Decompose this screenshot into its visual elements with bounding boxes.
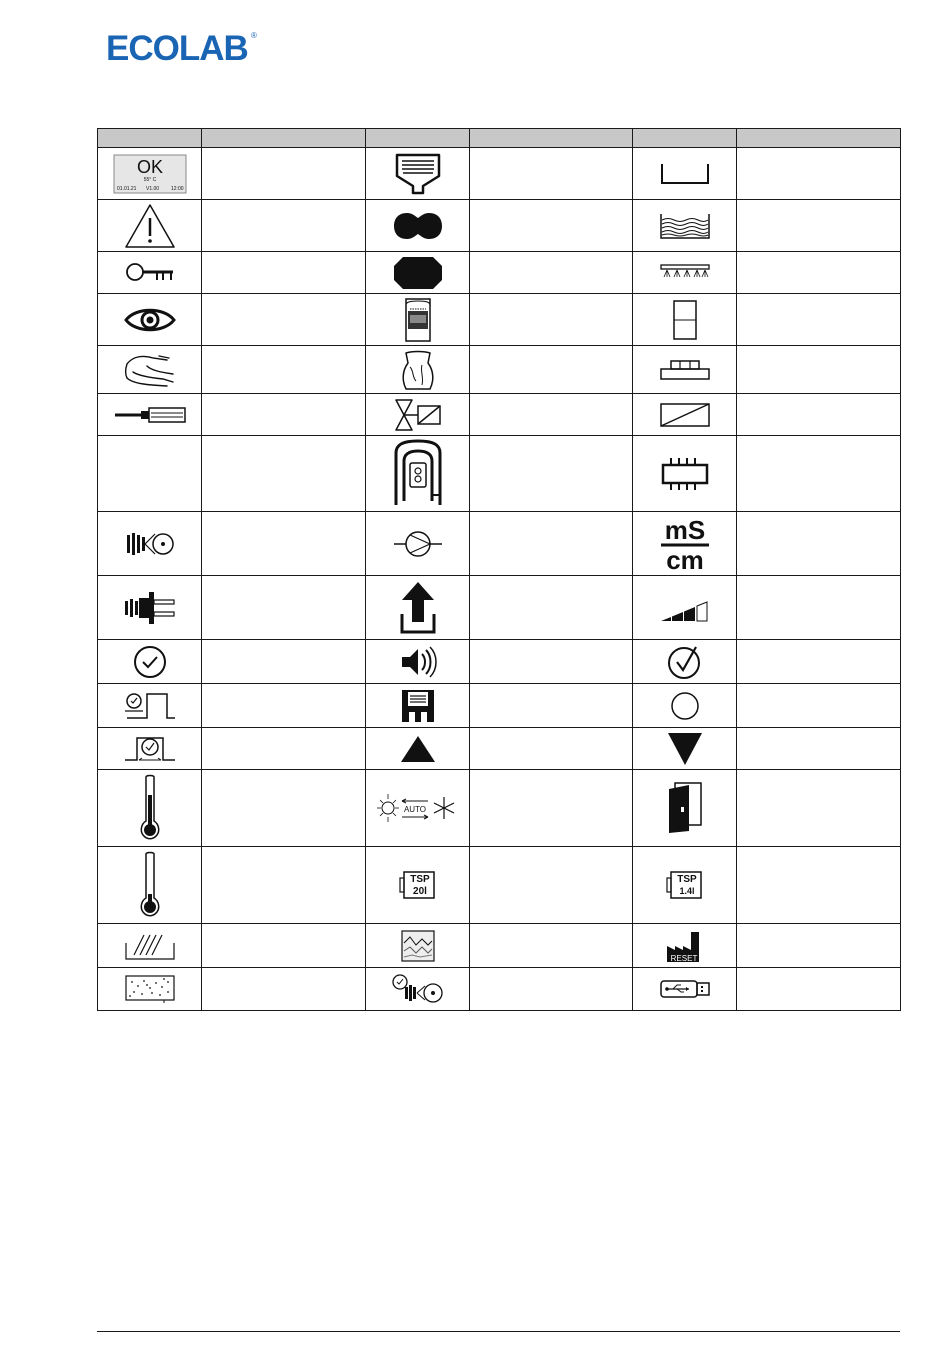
description-cell	[202, 200, 366, 252]
description-cell	[202, 847, 366, 924]
pump-icon	[98, 512, 202, 576]
circle-pump-icon	[366, 512, 470, 576]
tsp-20-icon	[366, 847, 470, 924]
tsp-14-icon	[633, 847, 737, 924]
table-row	[98, 924, 901, 968]
key-icon	[98, 252, 202, 294]
description-cell	[202, 924, 366, 968]
description-cell	[737, 294, 901, 346]
svg-text:OK: OK	[136, 156, 163, 177]
empty-symbol-cell	[98, 436, 202, 512]
timer-delay-icon	[98, 728, 202, 770]
description-cell	[737, 394, 901, 436]
door-icon	[633, 770, 737, 847]
thermometer-low-icon	[98, 847, 202, 924]
svg-text:55° C: 55° C	[143, 176, 156, 183]
table-row	[98, 200, 901, 252]
hopper-icon	[366, 148, 470, 200]
description-cell	[202, 252, 366, 294]
double-oval-icon	[366, 200, 470, 252]
rinse-icon	[98, 924, 202, 968]
bag-icon	[366, 346, 470, 394]
description-cell	[470, 252, 633, 294]
description-cell	[470, 770, 633, 847]
description-cell	[470, 640, 633, 684]
description-cell	[470, 924, 633, 968]
check-circle-icon	[633, 640, 737, 684]
description-cell	[202, 684, 366, 728]
footer-divider	[97, 1331, 900, 1332]
description-cell	[737, 512, 901, 576]
description-cell	[737, 770, 901, 847]
description-cell	[737, 640, 901, 684]
converter-icon	[633, 394, 737, 436]
warning-icon	[98, 200, 202, 252]
description-cell	[470, 148, 633, 200]
svg-text:ECOLAB: ECOLAB	[106, 29, 248, 64]
clock-icon	[98, 640, 202, 684]
description-cell	[202, 346, 366, 394]
header-cell	[202, 129, 366, 148]
description-cell	[202, 576, 366, 640]
description-cell	[737, 847, 901, 924]
description-cell	[202, 770, 366, 847]
cartridge-icon	[366, 294, 470, 346]
table-row	[98, 684, 901, 728]
description-cell	[737, 436, 901, 512]
description-cell	[470, 346, 633, 394]
graph-icon	[366, 924, 470, 968]
svg-text:®: ®	[251, 31, 257, 40]
description-cell	[202, 294, 366, 346]
timer-pulse-icon	[98, 684, 202, 728]
screwdriver-icon	[98, 394, 202, 436]
conductivity-icon	[633, 512, 737, 576]
svg-text:cm: cm	[665, 544, 704, 573]
table-row	[98, 728, 901, 770]
header-cell	[470, 129, 633, 148]
description-cell	[737, 576, 901, 640]
connector-icon	[98, 576, 202, 640]
description-cell	[202, 436, 366, 512]
description-cell	[737, 148, 901, 200]
header-cell	[737, 129, 901, 148]
circle-icon	[633, 684, 737, 728]
hand-icon	[98, 346, 202, 394]
symbol-table	[97, 128, 901, 1011]
description-cell	[737, 924, 901, 968]
svg-text:1.4l: 1.4l	[678, 886, 695, 896]
table-row	[98, 436, 901, 512]
dispenser-icon	[366, 436, 470, 512]
switch-icon	[633, 294, 737, 346]
svg-text:20l: 20l	[412, 886, 427, 897]
table-row	[98, 640, 901, 684]
chip-icon	[633, 436, 737, 512]
description-cell	[470, 728, 633, 770]
description-cell	[202, 148, 366, 200]
description-cell	[470, 512, 633, 576]
description-cell	[737, 968, 901, 1011]
table-row	[98, 968, 901, 1011]
description-cell	[202, 394, 366, 436]
usb-icon	[633, 968, 737, 1011]
description-cell	[470, 436, 633, 512]
description-cell	[470, 847, 633, 924]
valve-icon	[366, 394, 470, 436]
svg-text:AUTO: AUTO	[403, 805, 426, 814]
description-cell	[737, 684, 901, 728]
description-cell	[470, 200, 633, 252]
description-cell	[202, 640, 366, 684]
svg-text:TSP: TSP	[409, 874, 430, 885]
description-cell	[470, 576, 633, 640]
arrow-up-icon	[366, 728, 470, 770]
table-row	[98, 346, 901, 394]
table-row	[98, 394, 901, 436]
svg-text:TSP: TSP	[676, 874, 697, 885]
thermometer-icon	[98, 770, 202, 847]
description-cell	[202, 968, 366, 1011]
header-cell	[366, 129, 470, 148]
table-row	[98, 576, 901, 640]
table-row	[98, 294, 901, 346]
save-icon	[366, 684, 470, 728]
description-cell	[202, 728, 366, 770]
description-cell	[470, 684, 633, 728]
table-header-row	[98, 129, 901, 148]
description-cell	[202, 512, 366, 576]
tray-icon	[633, 148, 737, 200]
description-cell	[737, 200, 901, 252]
speaker-icon	[366, 640, 470, 684]
description-cell	[737, 728, 901, 770]
header-cell	[98, 129, 202, 148]
signal-strength-icon	[633, 576, 737, 640]
table-row	[98, 148, 901, 200]
block-icon	[633, 346, 737, 394]
svg-text:01.01.21: 01.01.21	[116, 185, 136, 192]
arrow-down-icon	[633, 728, 737, 770]
table-row	[98, 847, 901, 924]
description-cell	[737, 252, 901, 294]
table-row	[98, 770, 901, 847]
header-cell	[633, 129, 737, 148]
eye-icon	[98, 294, 202, 346]
water-tank-icon	[633, 200, 737, 252]
description-cell	[470, 968, 633, 1011]
svg-text:RESET: RESET	[670, 953, 697, 963]
svg-text:mS: mS	[664, 514, 705, 545]
svg-text:12:00: 12:00	[170, 185, 184, 192]
ecolab-logo	[106, 28, 266, 64]
description-cell	[470, 294, 633, 346]
auto-mode-icon	[366, 770, 470, 847]
svg-text:V1.00: V1.00	[145, 185, 159, 192]
spray-bar-icon	[633, 252, 737, 294]
table-row	[98, 252, 901, 294]
timer-pump-icon	[366, 968, 470, 1011]
display-icon	[98, 148, 202, 200]
factory-reset-icon	[633, 924, 737, 968]
foam-tank-icon	[98, 968, 202, 1011]
table-row	[98, 512, 901, 576]
description-cell	[737, 346, 901, 394]
octagon-icon	[366, 252, 470, 294]
description-cell	[470, 394, 633, 436]
upload-icon	[366, 576, 470, 640]
